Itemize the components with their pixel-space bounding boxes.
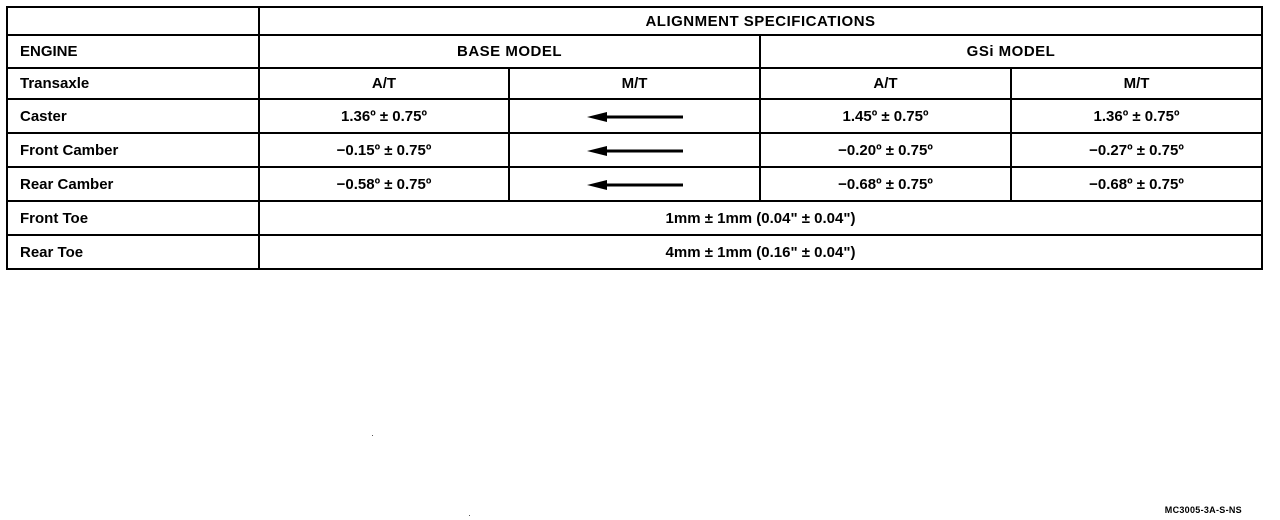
gsi-at-header: A/T <box>760 68 1011 99</box>
row-label-rear-toe: Rear Toe <box>7 235 259 269</box>
base-model-header: BASE MODEL <box>259 35 760 68</box>
gsi-mt-header: M/T <box>1011 68 1262 99</box>
caster-base-mt-cell <box>509 99 760 133</box>
front-camber-gsi-at-value: −0.20º ± 0.75º <box>760 133 1011 167</box>
left-arrow-icon <box>587 111 683 123</box>
row-label-caster: Caster <box>7 99 259 133</box>
transaxle-row <box>7 68 1262 99</box>
left-arrow-icon <box>587 179 683 191</box>
table-row <box>7 133 1262 167</box>
rear-camber-base-mt-cell <box>509 167 760 201</box>
rear-camber-gsi-mt-value: −0.68º ± 0.75º <box>1011 167 1262 201</box>
front-camber-gsi-mt-value: −0.27º ± 0.75º <box>1011 133 1262 167</box>
scan-speck <box>469 515 470 516</box>
gsi-model-header: GSi MODEL <box>760 35 1262 68</box>
scan-speck <box>372 435 373 436</box>
front-toe-value: 1mm ± 1mm (0.04" ± 0.04") <box>259 201 1262 235</box>
table-row <box>7 167 1262 201</box>
caster-base-at-value: 1.36º ± 0.75º <box>259 99 509 133</box>
table-title: ALIGNMENT SPECIFICATIONS <box>259 7 1262 35</box>
rear-camber-gsi-at-value: −0.68º ± 0.75º <box>760 167 1011 201</box>
caster-gsi-at-value: 1.45º ± 0.75º <box>760 99 1011 133</box>
base-mt-header: M/T <box>509 68 760 99</box>
alignment-specifications-table <box>6 6 1263 270</box>
rear-toe-value: 4mm ± 1mm (0.16" ± 0.04") <box>259 235 1262 269</box>
front-camber-base-mt-cell <box>509 133 760 167</box>
rear-camber-base-at-value: −0.58º ± 0.75º <box>259 167 509 201</box>
row-label-front-toe: Front Toe <box>7 201 259 235</box>
table-row <box>7 99 1262 133</box>
left-arrow-icon <box>587 145 683 157</box>
front-camber-base-at-value: −0.15º ± 0.75º <box>259 133 509 167</box>
table-row <box>7 201 1262 235</box>
caster-gsi-mt-value: 1.36º ± 0.75º <box>1011 99 1262 133</box>
row-label-front-camber: Front Camber <box>7 133 259 167</box>
figure-code: MC3005-3A-S-NS <box>1164 505 1242 515</box>
model-header-row <box>7 35 1262 68</box>
base-at-header: A/T <box>259 68 509 99</box>
engine-label: ENGINE <box>7 35 259 68</box>
row-label-rear-camber: Rear Camber <box>7 167 259 201</box>
title-row <box>7 7 1262 35</box>
blank-corner-cell <box>7 7 259 35</box>
transaxle-label: Transaxle <box>7 68 259 99</box>
table-row <box>7 235 1262 269</box>
